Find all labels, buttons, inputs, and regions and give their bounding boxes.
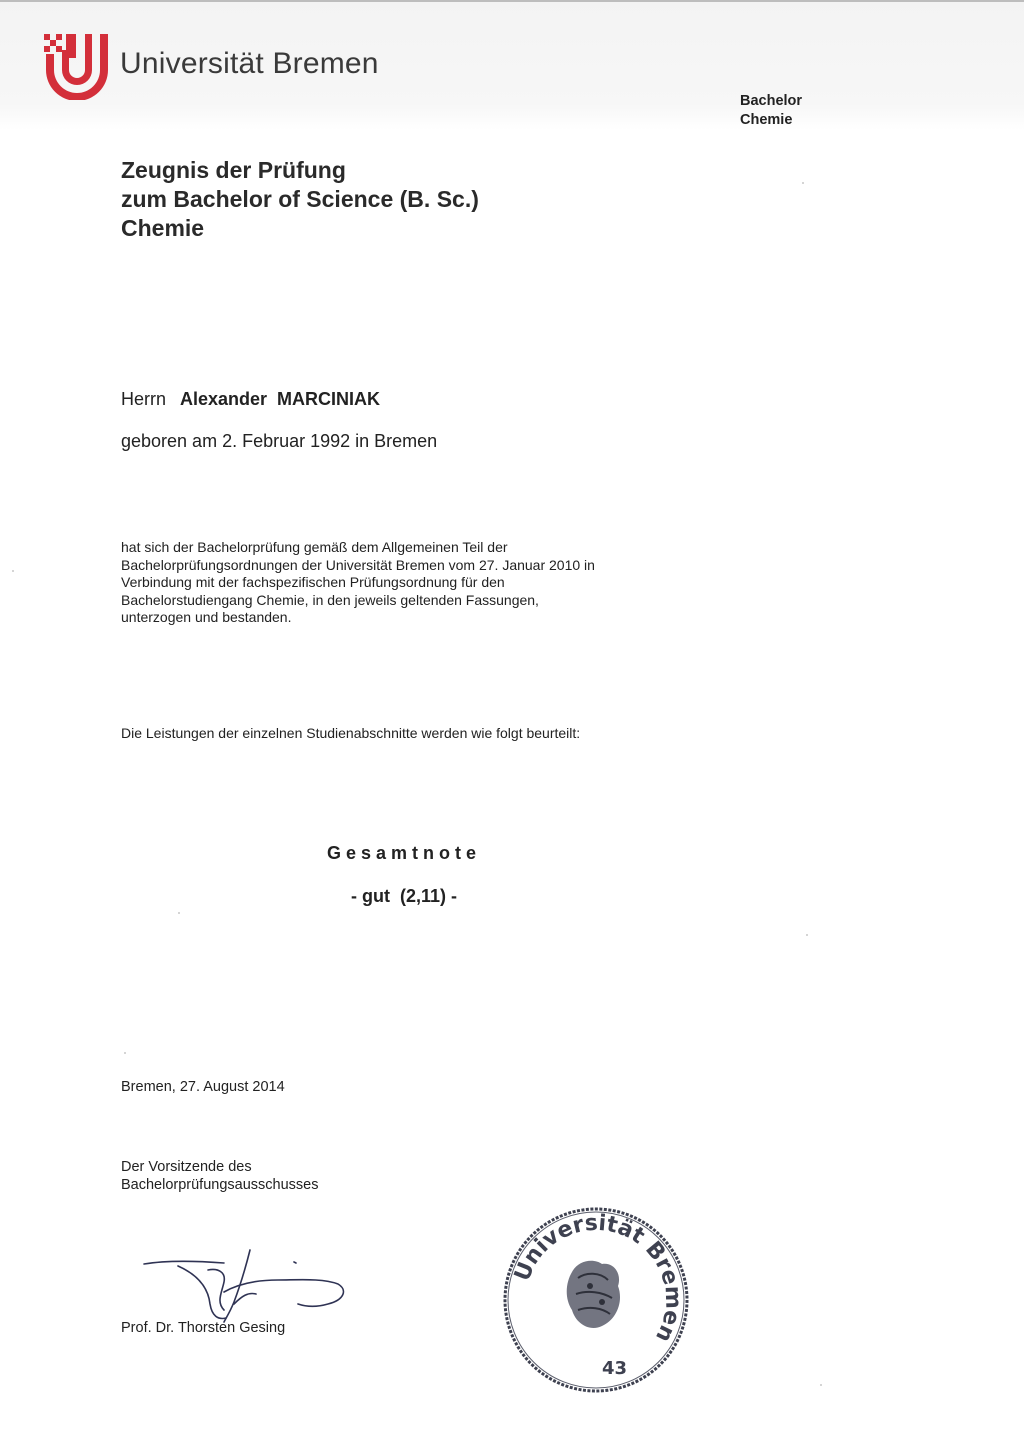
seal-text: Universität Bremen — [510, 1210, 686, 1347]
chair-line-1: Der Vorsitzende des — [121, 1159, 252, 1175]
statement-line: hat sich der Bachelorprüfung gemäß dem Allgemeinen Teil der — [121, 539, 508, 555]
university-logo-icon — [42, 30, 112, 100]
university-seal-icon — [498, 1202, 694, 1398]
degree-subject: Chemie — [740, 112, 793, 128]
title-line-2: zum Bachelor of Science (B. Sc.) — [121, 186, 479, 212]
coat-of-arms-icon — [567, 1261, 620, 1328]
university-name: Universität Bremen — [120, 47, 379, 80]
salutation: Herrn — [121, 389, 167, 409]
university-logo — [42, 30, 379, 100]
scan-speck — [124, 1052, 126, 1054]
statement-line: Verbindung mit der fachspezifischen Prüfungsordnung für den — [121, 574, 505, 591]
place-and-date: Bremen, 27. August 2014 — [121, 1079, 285, 1095]
degree-type: Bachelor — [740, 93, 803, 109]
scan-speck — [802, 182, 804, 184]
assessment-intro: Die Leistungen der einzelnen Studienabschnitte werden wie folgt beurteilt: — [121, 725, 581, 741]
signer-name: Prof. Dr. Thorsten Gesing — [121, 1320, 286, 1336]
scan-speck — [806, 934, 808, 936]
statement-line: unterzogen und bestanden. — [121, 609, 292, 626]
overall-grade-label: Gesamtnote — [326, 843, 482, 863]
recipient-name: Alexander MARCINIAK — [180, 389, 381, 409]
scan-edge — [0, 0, 1024, 2]
recipient-line — [121, 389, 380, 410]
seal-number: 43 — [602, 1358, 628, 1379]
overall-grade-value: - gut (2,11) - — [350, 886, 457, 906]
title-line-3: Chemie — [121, 215, 205, 241]
certificate-title — [121, 156, 479, 243]
statement-line: Bachelorstudiengang Chemie, in den jeweils geltenden Fassungen, — [121, 591, 539, 608]
title-line-1: Zeugnis der Prüfung — [121, 157, 346, 183]
exam-statement — [121, 539, 661, 627]
statement-line: Bachelorprüfungsordnungen der Universität Bremen vom 27. Januar 2010 in — [121, 556, 595, 573]
chair-line-2: Bachelorprüfungsausschusses — [121, 1177, 319, 1193]
committee-chair — [121, 1158, 318, 1194]
scan-speck — [820, 1384, 822, 1386]
scan-speck — [12, 570, 14, 572]
birth-info: geboren am 2. Februar 1992 in Bremen — [121, 431, 438, 451]
degree-corner-label — [740, 92, 802, 130]
scan-speck — [178, 912, 180, 914]
